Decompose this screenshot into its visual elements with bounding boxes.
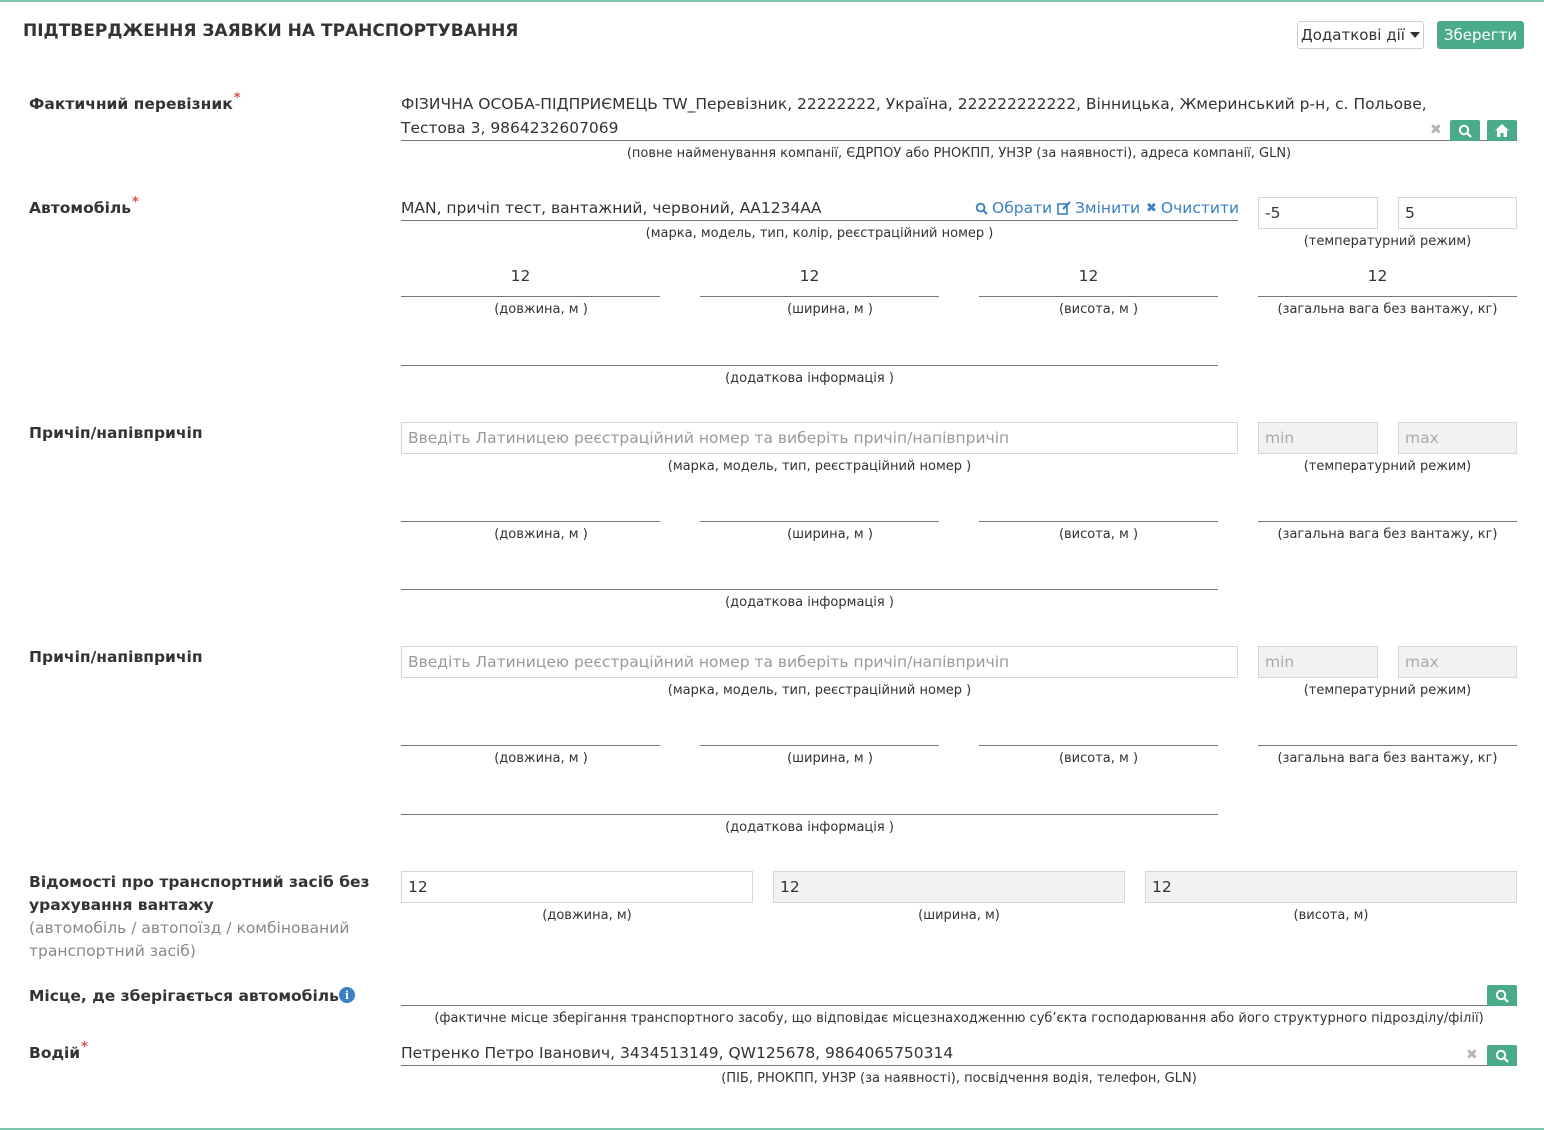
dimensions-length-input[interactable]: 12 [401,871,753,903]
trailer1-height-field[interactable] [979,521,1218,522]
vehicle-field[interactable] [401,220,1238,221]
dimensions-length-hint: (довжина, м) [542,908,632,923]
search-icon [1495,989,1509,1003]
caret-down-icon [1410,32,1420,38]
storage-label: Місце, де зберігається автомобіль [29,987,339,1005]
trailer2-weight-hint: (загальна вага без вантажу, кг) [1277,751,1498,766]
additional-actions-label: Додаткові дії [1301,26,1405,44]
trailer2-height-hint: (висота, м ) [1058,751,1139,766]
search-icon [1458,124,1472,138]
vehicle-hint: (марка, модель, тип, колір, реєстраційний номер ) [645,226,994,241]
carrier-hint: (повне найменування компанії, ЄДРПОУ або РНОКПП, УНЗР (за наявності), адреса компанії, GLN) [626,146,1292,161]
trailer1-search-input[interactable]: Введіть Латиницею реєстраційний номер та виберіть причіп/напівпричіп [401,422,1238,454]
edit-icon [1057,201,1071,215]
vehicle-select-label: Обрати [992,199,1053,217]
page-title: ПІДТВЕРДЖЕННЯ ЗАЯВКИ НА ТРАНСПОРТУВАННЯ [23,21,519,41]
driver-hint: (ПІБ, РНОКПП, УНЗР (за наявності), посвідчення водія, телефон, GLN) [721,1071,1197,1086]
trailer1-length-hint: (довжина, м ) [494,527,588,542]
vehicle-temp-max-input[interactable]: 5 [1398,197,1517,229]
carrier-value-line2: Тестова 3, 9864232607069 [401,119,619,137]
required-mark: * [132,195,139,210]
vehicle-clear-link[interactable] [1146,199,1239,217]
trailer2-extra-hint: (додаткова інформація ) [725,820,894,835]
trailer2-search-input[interactable]: Введіть Латиницею реєстраційний номер та виберіть причіп/напівпричіп [401,646,1238,678]
required-mark: * [233,91,241,106]
trailer2-width-hint: (ширина, м ) [787,751,873,766]
trailer2-length-field[interactable] [401,745,660,746]
trailer1-height-hint: (висота, м ) [1058,527,1139,542]
vehicle-extra-field[interactable] [401,365,1218,366]
clear-icon: ✖ [1146,200,1157,216]
trailer2-label: Причіп/напівпричіп [29,648,203,666]
vehicle-weight-field[interactable] [1258,296,1517,297]
vehicle-label [29,195,139,217]
vehicle-value: MAN, причіп тест, вантажний, червоний, АА1234АА [401,199,822,217]
vehicle-clear-label: Очистити [1160,199,1240,217]
trailer1-weight-field[interactable] [1258,521,1517,522]
dimensions-sublabel-line1: (автомобіль / автопоїзд / комбінований [29,919,350,937]
trailer1-width-hint: (ширина, м ) [787,527,873,542]
driver-clear-icon[interactable]: ✖ [1466,1047,1478,1063]
carrier-search-button[interactable] [1450,120,1480,141]
carrier-label-text: Фактичний перевізник [29,95,233,113]
save-button[interactable]: Зберегти [1437,21,1524,49]
vehicle-width-field[interactable] [700,296,939,297]
carrier-field[interactable] [401,140,1517,141]
dimensions-width-input[interactable]: 12 [773,871,1125,903]
carrier-label [29,91,241,113]
info-icon[interactable]: i [339,987,355,1003]
trailer1-label: Причіп/напівпричіп [29,424,203,442]
vehicle-temp-min-input[interactable]: -5 [1258,197,1378,229]
dimensions-height-input[interactable]: 12 [1145,871,1517,903]
carrier-home-button[interactable] [1487,120,1517,141]
carrier-value-line1: ФІЗИЧНА ОСОБА-ПІДПРИЄМЕЦЬ TW_Перевізник, 22222222, Україна, 222222222222, Вінницька, Жмеринський р-н, с. Польове, [401,95,1427,113]
trailer2-hint: (марка, модель, тип, реєстраційний номер ) [667,683,972,698]
trailer1-length-field[interactable] [401,521,660,522]
trailer1-extra-field[interactable] [401,589,1218,590]
dimensions-label-line1: Відомості про транспортний засіб без [29,873,370,891]
trailer1-hint: (марка, модель, тип, реєстраційний номер ) [667,459,972,474]
driver-label-text: Водій [29,1044,81,1062]
driver-value: Петренко Петро Іванович, 3434513149, QW125678, 9864065750314 [401,1044,954,1062]
trailer1-extra-hint: (додаткова інформація ) [725,595,894,610]
driver-search-button[interactable] [1487,1045,1517,1066]
vehicle-temp-hint: (температурний режим) [1303,234,1472,249]
trailer2-temp-max-input[interactable]: max [1398,646,1517,678]
search-icon [1495,1049,1509,1063]
vehicle-length-field[interactable] [401,296,660,297]
home-icon [1495,124,1509,137]
storage-search-button[interactable] [1487,985,1517,1006]
vehicle-select-link[interactable] [975,199,1052,217]
trailer1-width-field[interactable] [700,521,939,522]
vehicle-height-value: 12 [1078,267,1099,285]
trailer2-length-hint: (довжина, м ) [494,751,588,766]
vehicle-length-hint: (довжина, м ) [494,302,588,317]
trailer2-width-field[interactable] [700,745,939,746]
driver-label [29,1040,88,1062]
vehicle-extra-hint: (додаткова інформація ) [725,371,894,386]
search-icon [975,202,988,215]
storage-field[interactable] [401,1005,1517,1006]
trailer1-temp-hint: (температурний режим) [1303,459,1472,474]
trailer1-temp-max-input[interactable]: max [1398,422,1517,454]
dimensions-label-line2: урахування вантажу [29,896,214,914]
dimensions-width-hint: (ширина, м) [918,908,1000,923]
additional-actions-button[interactable] [1297,21,1424,49]
trailer2-temp-min-input[interactable]: min [1258,646,1378,678]
vehicle-edit-link[interactable] [1057,199,1140,217]
vehicle-weight-value: 12 [1367,267,1388,285]
storage-hint: (фактичне місце зберігання транспортного засобу, що відповідає місцезнаходженню суб’єкта господарювання або його структурного підрозділу/філії) [434,1011,1484,1026]
vehicle-weight-hint: (загальна вага без вантажу, кг) [1277,302,1498,317]
vehicle-width-hint: (ширина, м ) [787,302,873,317]
trailer2-extra-field[interactable] [401,814,1218,815]
vehicle-edit-label: Змінити [1075,199,1141,217]
trailer1-temp-min-input[interactable]: min [1258,422,1378,454]
vehicle-height-field[interactable] [979,296,1218,297]
trailer2-height-field[interactable] [979,745,1218,746]
trailer2-temp-hint: (температурний режим) [1303,683,1472,698]
trailer1-weight-hint: (загальна вага без вантажу, кг) [1277,527,1498,542]
dimensions-height-hint: (висота, м) [1293,908,1369,923]
vehicle-length-value: 12 [510,267,531,285]
required-mark: * [81,1040,88,1055]
vehicle-width-value: 12 [799,267,820,285]
carrier-clear-icon[interactable]: ✖ [1430,122,1442,138]
dimensions-sublabel-line2: транспортний засіб) [29,942,196,960]
vehicle-label-text: Автомобіль [29,199,132,217]
driver-field[interactable] [401,1065,1517,1066]
trailer2-weight-field[interactable] [1258,745,1517,746]
vehicle-height-hint: (висота, м ) [1058,302,1139,317]
